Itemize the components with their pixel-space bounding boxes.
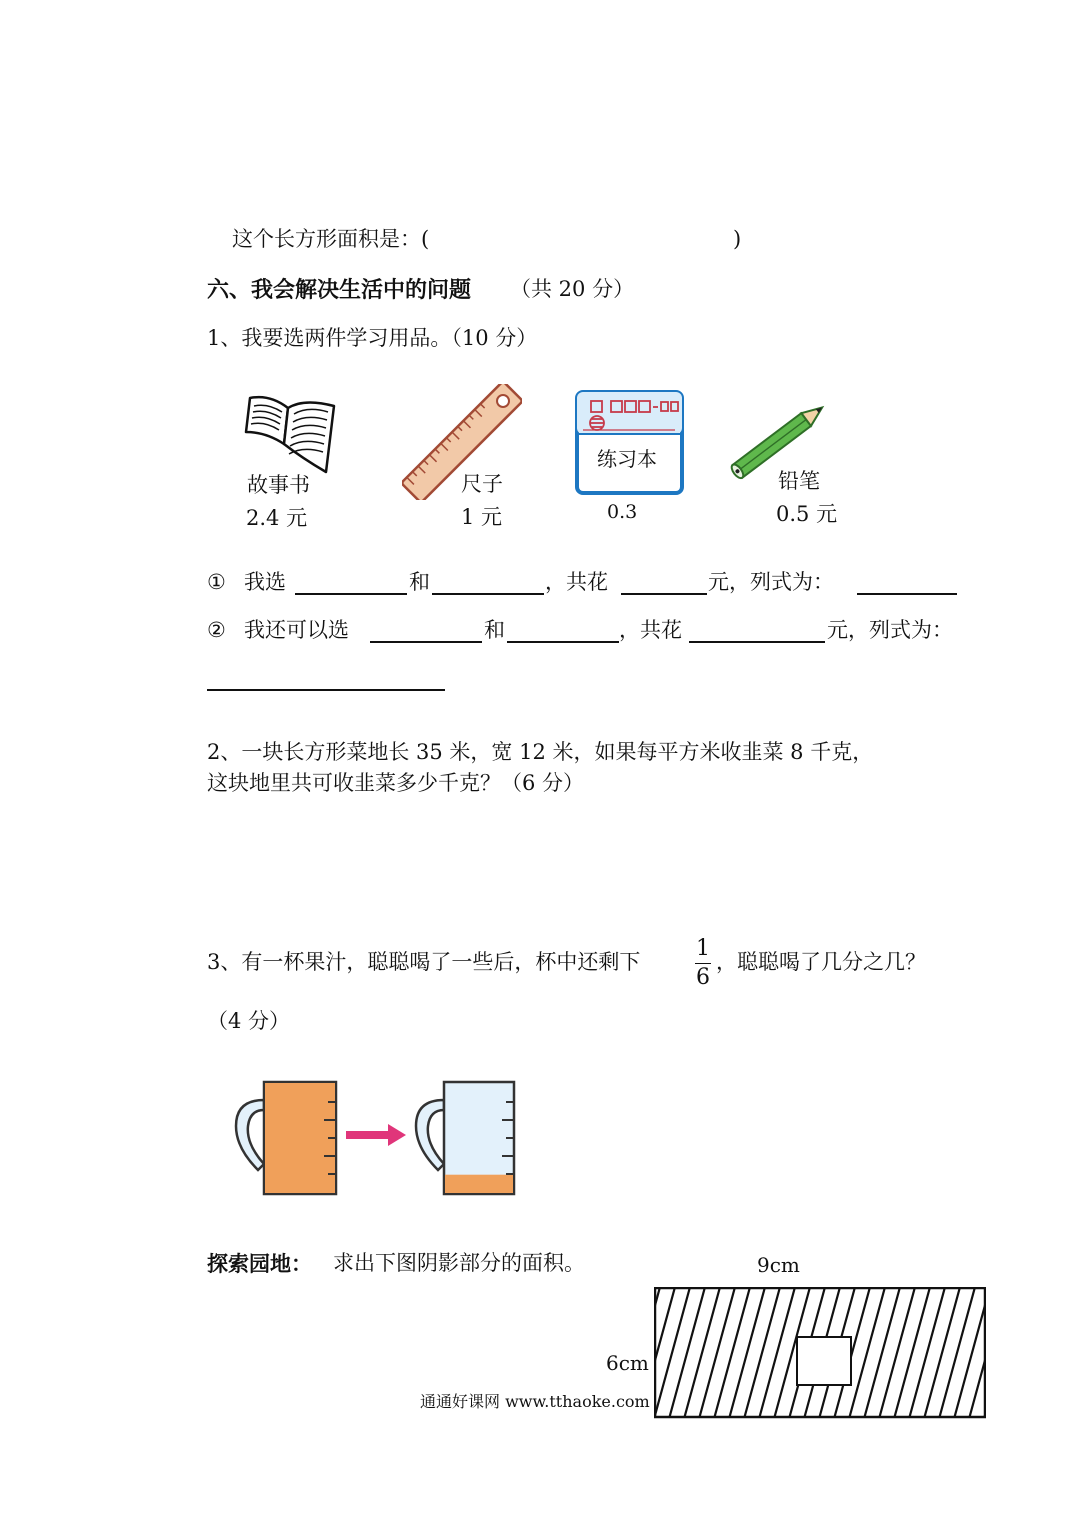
fraction-bar: [695, 963, 711, 964]
item-name: 铅笔: [778, 469, 820, 493]
footer-site: 通通好课网 www.tthaoke.com: [420, 1392, 650, 1411]
q3-score: （4 分）: [207, 1009, 291, 1033]
book-icon: [240, 392, 340, 474]
fraction-numerator: 1: [696, 936, 710, 961]
q3-text-before: 3、有一杯果汁，聪聪喝了一些后，杯中还剩下: [207, 950, 641, 974]
line1-and-label: 和: [409, 570, 430, 594]
hatch-line: [759, 1287, 795, 1419]
area-label: 这个长方形面积是：(: [232, 227, 430, 251]
notebook-label: 练习本: [597, 447, 657, 471]
hatch-line: [744, 1287, 780, 1419]
line2-and-label: 和: [484, 618, 505, 642]
line1-blank-item1[interactable]: [295, 593, 407, 595]
full-cup-juice: [265, 1083, 335, 1193]
q2-line2: 这块地里共可收韭菜多少千克？（6 分）: [207, 771, 585, 795]
hatch-line: [699, 1287, 735, 1419]
line2-number: ②: [207, 618, 226, 642]
hatch-line: [714, 1287, 750, 1419]
width-label: 9cm: [757, 1253, 800, 1277]
line2-blank-cost[interactable]: [689, 641, 825, 643]
hatch-line: [654, 1287, 690, 1419]
line1-choose-label: 我选: [244, 570, 286, 594]
hatch-line: [729, 1287, 765, 1419]
hatch-line: [909, 1287, 945, 1419]
line2-blank-formula[interactable]: [207, 689, 445, 691]
q1-stem: 1、我要选两件学习用品。（10 分）: [207, 326, 538, 350]
hatch-line: [939, 1287, 975, 1419]
item-price: 0.3: [607, 501, 638, 523]
item-price: 2.4 元: [246, 506, 308, 530]
line1-cost-label: ，共花: [545, 570, 608, 594]
line1-blank-formula[interactable]: [857, 593, 957, 595]
hatch-line: [864, 1287, 900, 1419]
hatch-line: [849, 1287, 885, 1419]
line2-cost-label: ，共花: [619, 618, 682, 642]
unshaded-square: [797, 1337, 851, 1385]
line1-blank-item2[interactable]: [432, 593, 544, 595]
item-name: 尺子: [461, 472, 503, 496]
arrow-icon: [346, 1124, 406, 1146]
item-name: 故事书: [247, 473, 310, 497]
line1-formula-label: 元，列式为：: [708, 570, 834, 594]
hatch-line: [894, 1287, 930, 1419]
line2-blank-item1[interactable]: [370, 641, 482, 643]
q3-fraction: [693, 938, 713, 989]
line2-blank-item2[interactable]: [507, 641, 619, 643]
shaded-rectangle-figure: [654, 1287, 986, 1419]
q2-line1: 2、一块长方形菜地长 35 米，宽 12 米，如果每平方米收韭菜 8 千克，: [207, 740, 874, 764]
full-cup-handle: [236, 1100, 264, 1170]
explore-instruction: 求出下图阴影部分的面积。: [333, 1251, 585, 1275]
q3-text-after: ，聪聪喝了几分之几？: [716, 950, 926, 974]
height-label: 6cm: [606, 1351, 649, 1375]
item-price: 1 元: [461, 505, 503, 529]
line2-formula-label: 元，列式为：: [827, 618, 953, 642]
hatch-line: [669, 1287, 705, 1419]
hatch-line: [684, 1287, 720, 1419]
remaining-cup-juice: [445, 1175, 513, 1193]
notebook-icon: [575, 390, 685, 496]
area-close-paren: ): [733, 227, 742, 251]
fraction-denominator: 6: [696, 965, 710, 990]
line1-number: ①: [207, 570, 226, 594]
explore-title: 探索园地：: [207, 1251, 312, 1276]
section-score: （共 20 分）: [510, 277, 635, 301]
line1-blank-cost[interactable]: [621, 593, 707, 595]
juice-cups-figure: [230, 1078, 530, 1200]
line2-choose-label: 我还可以选: [244, 618, 349, 642]
remaining-cup-handle: [416, 1100, 444, 1170]
hatch-line: [879, 1287, 915, 1419]
hatch-line: [924, 1287, 960, 1419]
item-price: 0.5 元: [776, 502, 838, 526]
section-title: 六、我会解决生活中的问题: [207, 277, 472, 303]
